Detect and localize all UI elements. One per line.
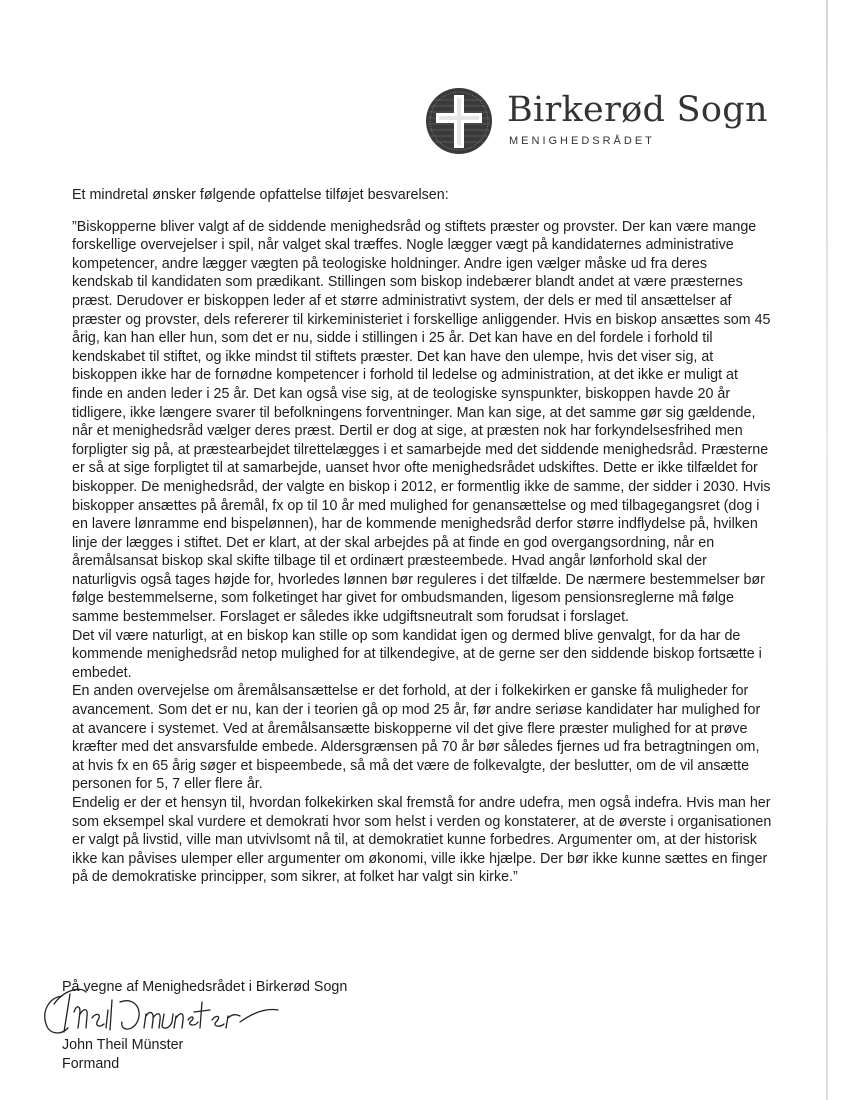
- org-name: Birkerød Sogn: [507, 90, 768, 130]
- handwritten-signature: [40, 982, 290, 1040]
- signature-block: [40, 978, 400, 1078]
- signatory-name: John Theil Münster: [62, 1037, 184, 1053]
- org-subtitle: MENIGHEDSRÅDET: [509, 135, 655, 147]
- paragraph: Endelig er der et hensyn til, hvordan folkekirken skal fremstå for andre udefra, men også indefra. Hvis man her som eksempel skal vurdere et demokrati hvor som helst i verden og konstaterer, at de øverste i organisationen er valgt på livstid, ville man utvivlsomt nå til, at demokratiet kunne forbedres. Argumenter om, at der historisk ikke kan påvises ulemper eller argumenter om økonomi, ville ikke hjælpe. Der bør ikke kunne sættes en finger på de demokratiske principper, som sikrer, at folket har valgt sin kirke.”: [72, 795, 772, 886]
- intro-line: Et mindretal ønsker følgende opfattelse tilføjet besvarelsen:: [72, 187, 449, 203]
- paragraph: ”Biskopperne bliver valgt af de siddende menighedsråd og stiftets præster og provster. Der kan være mange forskellige overvejelser i spil, når valget skal træffes. Nogle lægger vægt på kandidaternes administrative kompetencer, andre lægger vægten på teologiske holdninger. Andre igen vælger måske ud fra deres kendskab til kandidaten som prædikant. Stillingen som biskop indebærer blandt andet at være præsternes præst. Derudover er biskoppen leder af et større administrativt system, der dels er med til ansættelser af præster og provster, dels refererer til kirkeministeriet i forskellige anliggender. Hvis en biskop ansættes som 45 årig, kan han eller hun, som det er nu, sidde i stillingen i 25 år. Det kan have en del fordele i forhold til kendskabet til stiftet, og ikke mindst til stiftets præster. Det kan have den ulempe, hvis det viser sig, at biskoppen ikke har de fornødne kompetencer i forhold til ledelse og administration, at det ikke er muligt at finde en anden leder i 25 år. Det kan også vise sig, at de teologiske synspunkter, biskoppen havde 20 år tidligere, ikke længere svarer til befolkningens forventninger. Man kan sige, at det samme gør sig gældende, når et menighedsråd vælger deres præst. Dertil er dog at sige, at præsten nok har forkyndelsesfrihed men forpligter sig på, at præstearbejdet tilrettelægges i et samarbejde med det siddende menighedsråd. Præsterne er så at sige forpligtet til at samarbejde, uanset hvor ofte menighedsrådet udskiftes. Dette er ikke tilfældet for biskopper. De menighedsråd, der valgte en biskop i 2012, er formentlig ikke de samme, der sidder i 2030. Hvis biskopper ansættes på åremål, fx op til 10 år med mulighed for genansættelse og med tilbagegangsret (dog i en lavere lønramme end bispelønnen), har de kommende menighedsråd derfor større indflydelse på, hvilken linje der lægges i stiftet. Det er klart, at der skal arbejdes på at finde en god overgangsordning, når en åremålsansat biskop skal skifte tilbage til et ordinært præsteembede. Hvad angår lønforhold skal der naturligvis også tages højde for, hvorledes lønnen bør reguleres i det tilfælde. De nærmere bestemmelser bør følge bestemmelserne, som folketinget har givet for ombudsmanden, ligesom pensionsreglerne må følge samme bestemmelser. Forslaget er således ikke udgiftsneutralt som forudsat i forslaget.: [72, 218, 771, 626]
- paragraph: En anden overvejelse om åremålsansættelse er det forhold, at der i folkekirken er ganske få muligheder for avancement. Som det er nu, kan der i teorien gå op mod 25 år, før andre seriøse kandidater har mulighed for at avancere i systemet. Ved at åremålsansætte biskopperne vil det give flere præster mulighed for at prøve kræfter med det ansvarsfulde embede. Aldersgrænsen på 70 år bør således fjernes ud fra betragtningen om, at hvis fx en 65 årig søger et bispeembede, så må det være de folkevalgte, der beslutter, om de vil ansætte personen for 5, 7 eller flere år.: [72, 683, 761, 793]
- letterhead: [424, 84, 784, 154]
- cross-seal-icon: [424, 86, 494, 156]
- letter-body: [72, 186, 772, 887]
- page-edge: [826, 0, 828, 1100]
- signatory-title: Formand: [62, 1056, 120, 1072]
- on-behalf-line: På vegne af Menighedsrådet i Birkerød Sogn: [62, 979, 348, 995]
- paragraph: Det vil være naturligt, at en biskop kan stille op som kandidat igen og dermed blive genvalgt, for da har de kommende menighedsråd netop mulighed for at tilkendegive, at de gerne ser den siddende biskop fortsætte i embedet.: [72, 627, 762, 681]
